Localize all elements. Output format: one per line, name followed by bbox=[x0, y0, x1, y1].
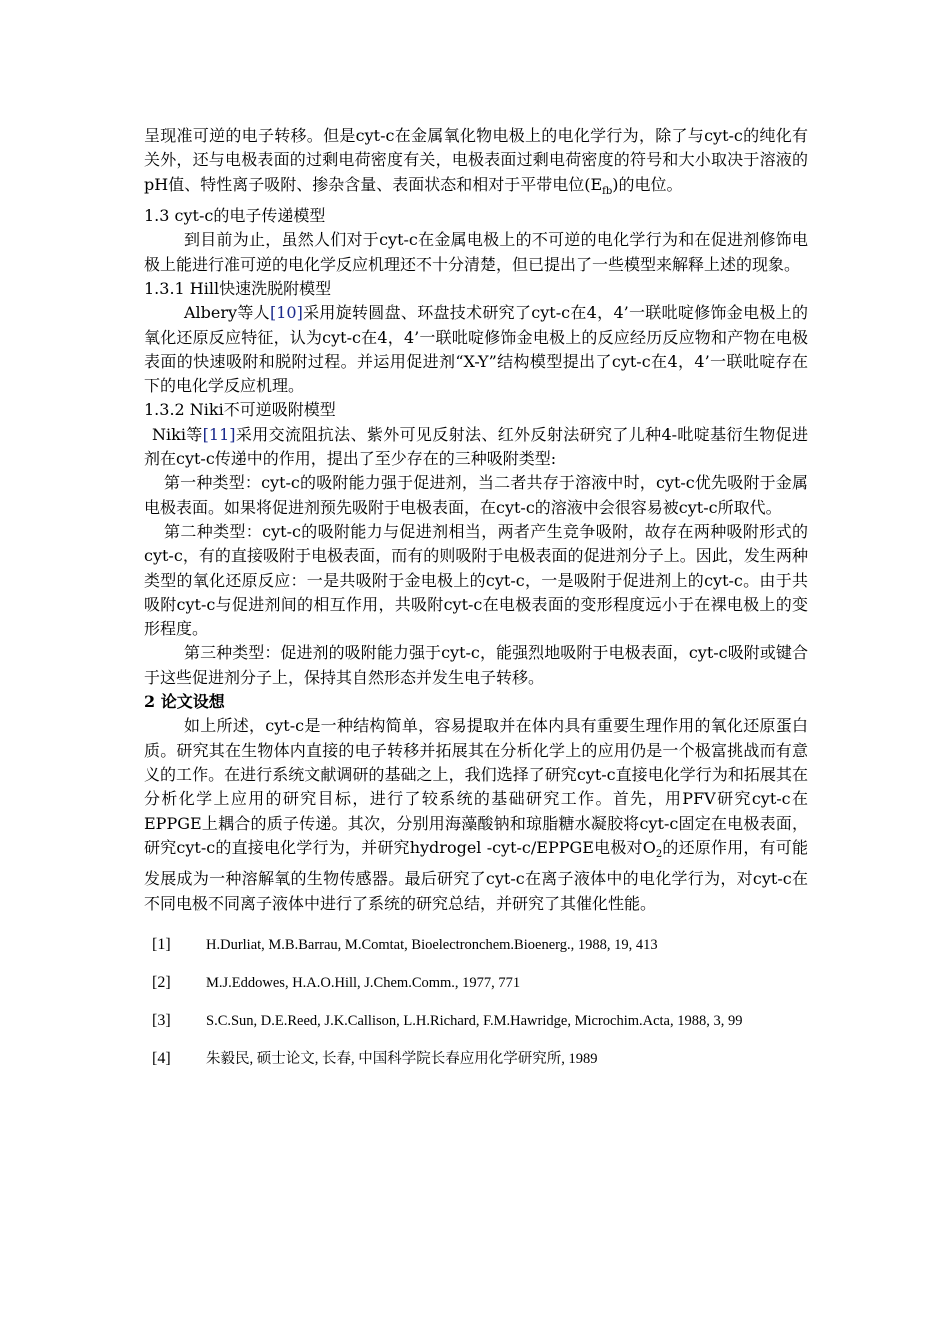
reference-item bbox=[144, 964, 808, 1002]
paragraph-type-2: 第二种类型：cyt-c的吸附能力与促进剂相当，两者产生竞争吸附，故存在两种吸附形式的cyt-c，有的直接吸附于电极表面，而有的则吸附于电极表面的促进剂分子上。因此，发生两种类型的氧化还原反应：一是共吸附于金电极上的cyt-c，一是吸附于促进剂上的cyt-c。由于共吸附cyt-c与促进剂间的相互作用，共吸附cyt-c在电极表面的变形程度远小于在裸电极上的变形程度。 bbox=[144, 521, 808, 639]
citation-link-10[interactable]: [10] bbox=[269, 303, 303, 323]
citation-link-11[interactable]: [11] bbox=[202, 424, 236, 444]
reference-item bbox=[144, 1002, 808, 1040]
paragraph-3: Albery等人[10]采用旋转圆盘、环盘技术研究了cyt-c在4，4’一联吡啶修饰金电极上的氧化还原反应特征，认为cyt-c在4，4’一联吡啶修饰金电极上的反应经历反应物和产物在电极表面的快速吸附和脱附过程。并运用促进剂“X-Y”结构模型提出了cyt-c在4，4’一联吡啶存在下的电化学反应机理。 bbox=[144, 303, 808, 396]
section-heading-1-3: 1.3 cyt-c的电子传递模型 bbox=[144, 206, 326, 226]
paragraph-thesis-plan: 如上所述，cyt-c是一种结构简单，容易提取并在体内具有重要生理作用的氧化还原蛋白质。研究其在生物体内直接的电子转移并拓展其在分析化学上的应用仍是一个极富挑战而有意义的工作。在进行系统文献调研的基础之上，我们选择了研究cyt-c直接电化学行为和拓展其在分析化学上应用的研究目标，进行了较系统的基础研究工作。首先，用PFV研究cyt-c在EPPGE上耦合的质子传递。其次，分别用海藻酸钠和琼脂糖水凝胶将cyt-c固定在电极表面，研究cyt-c的直接电化学行为，并研究hydrogel -cyt-c/EPPGE电极对$O_2$的还原作用，有可能发展成为一种溶解氧的生物传感器。最后研究了cyt-c在离子液体中的电化学行为，对cyt-c在不同电极不同离子液体中进行了系统的研究总结，并研究了其催化性能。 bbox=[144, 716, 808, 913]
paragraph-type-3: 第三种类型：促进剂的吸附能力强于cyt-c，能强烈地吸附于电极表面，cyt-c吸附或键合于这些促进剂分子上，保持其自然形态并发生电子转移。 bbox=[144, 643, 808, 687]
reference-number: [4] bbox=[152, 1049, 171, 1067]
section-heading-2: 2 论文设想 bbox=[144, 692, 225, 712]
document-page bbox=[144, 124, 808, 1078]
reference-item bbox=[144, 926, 808, 964]
paragraph-type-1: 第一种类型：cyt-c的吸附能力强于促进剂，当二者共存于溶液中时，cyt-c优先吸附于金属电极表面。如果将促进剂预先吸附于电极表面，在cyt-c的溶液中会很容易被cyt-c所取代。 bbox=[144, 473, 808, 517]
section-heading-1-3-2: 1.3.2 Niki不可逆吸附模型 bbox=[144, 400, 336, 420]
reference-text: M.J.Eddowes, H.A.O.Hill, J.Chem.Comm., 1977, 771 bbox=[206, 974, 521, 991]
reference-item bbox=[144, 1040, 808, 1078]
reference-number: [2] bbox=[152, 973, 171, 991]
reference-number: [3] bbox=[152, 1011, 171, 1029]
paragraph-4: Niki等[11]采用交流阻抗法、紫外可见反射法、红外反射法研究了儿种4-吡啶基衍生物促进剂在cyt-c传递中的作用，提出了至少存在的三种吸附类型: bbox=[144, 424, 808, 469]
paragraph-2: 到目前为止，虽然人们对于cyt-c在金属电极上的不可逆的电化学行为和在促进剂修饰电极上能进行准可逆的电化学反应机理还不十分清楚，但已提出了一些模型来解释上述的现象。 bbox=[144, 230, 808, 274]
section-heading-1-3-1: 1.3.1 Hill快速洗脱附模型 bbox=[144, 278, 332, 298]
paragraph-1: 呈现准可逆的电子转移。但是cyt-c在金属氧化物电极上的电化学行为，除了与cyt-c的纯化有关外，还与电极表面的过剩电荷密度有关，电极表面过剩电荷密度的符号和大小取决于溶液的pH值、特性离子吸附、掺杂含量、表面状态和相对于平带电位$(E_{fb})$的电位。 bbox=[144, 126, 808, 197]
reference-list bbox=[144, 926, 808, 1078]
reference-number: [1] bbox=[152, 935, 171, 953]
reference-text: 朱毅民, 硕士论文, 长春, 中国科学院长春应用化学研究所, 1989 bbox=[206, 1050, 598, 1067]
reference-text: S.C.Sun, D.E.Reed, J.K.Callison, L.H.Richard, F.M.Hawridge, Microchim.Acta, 1988, 3, 99 bbox=[206, 1012, 743, 1029]
subscript-2: 2 bbox=[655, 848, 663, 860]
reference-text: H.Durliat, M.B.Barrau, M.Comtat, Bioelectronchem.Bioenerg., 1988, 19, 413 bbox=[206, 936, 658, 953]
subscript-fb: fb bbox=[602, 185, 613, 197]
